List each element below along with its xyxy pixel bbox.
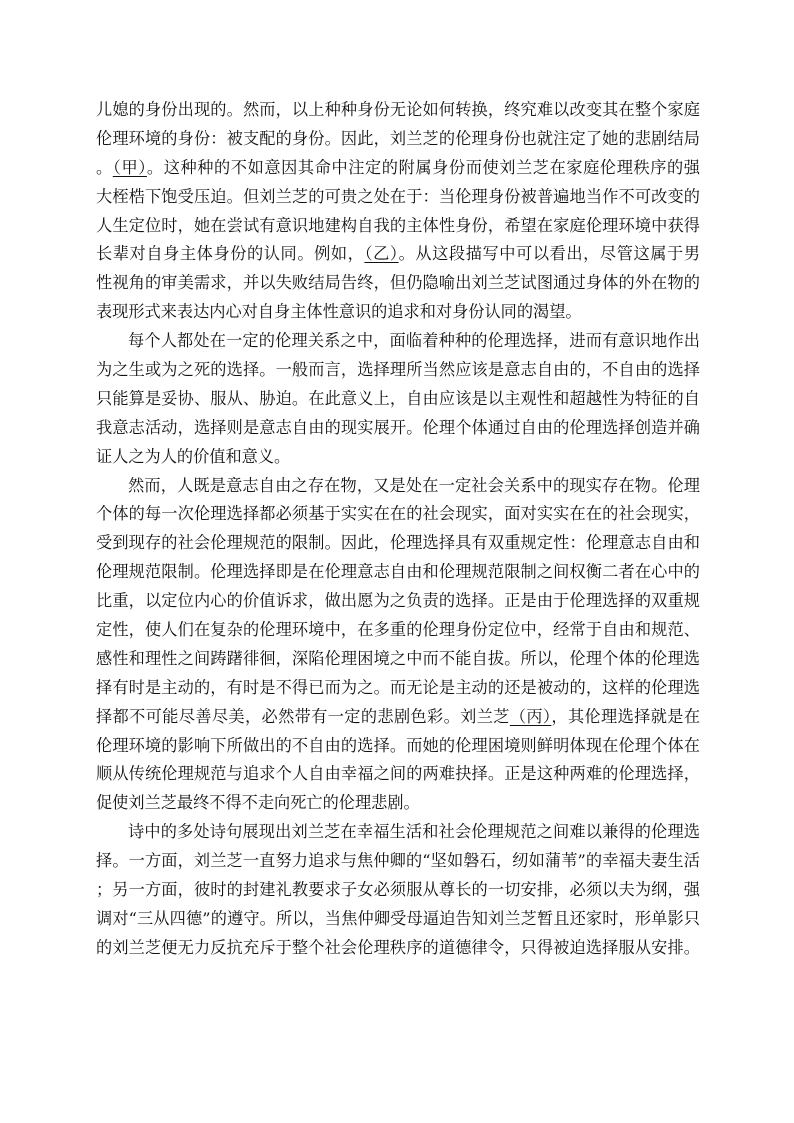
text-line	[96, 847, 700, 876]
text-line	[96, 674, 700, 703]
text-segment: 。	[96, 157, 113, 177]
text-line	[96, 125, 700, 154]
text-line	[96, 212, 700, 241]
paragraph	[96, 327, 700, 471]
text-segment: 受到现存的社会伦理规范的限制。因此，伦理选择具有双重规定性：伦理意志自由和	[96, 533, 700, 553]
text-segment: 的刘兰芝便无力反抗充斥于整个社会伦理秩序的道德律令，只得被迫选择服从安排。	[96, 937, 700, 957]
text-segment: 诗中的多处诗句展现出刘兰芝在幸福生活和社会伦理规范之间难以兼得的伦理选	[128, 822, 700, 842]
text-line	[96, 269, 700, 298]
paragraph	[96, 96, 700, 327]
text-segment: 顺从传统伦理规范与追求个人自由幸福之间的两难抉择。正是这种两难的伦理选择，	[96, 764, 700, 784]
fill-in-blank: （甲）	[112, 157, 147, 177]
text-segment: 伦理环境的影响下所做出的不自由的选择。而她的伦理困境则鲜明体现在伦理个体在	[96, 735, 700, 755]
text-line	[96, 703, 700, 732]
text-line	[96, 587, 700, 616]
text-segment: 感性和理性之间踌躇徘徊，深陷伦理困境之中而不能自拔。所以，伦理个体的伦理选	[96, 648, 700, 668]
text-line	[96, 183, 700, 212]
text-segment: 伦理环境的身份：被支配的身份。因此，刘兰芝的伦理身份也就注定了她的悲剧结局	[96, 128, 700, 148]
text-line	[96, 385, 700, 414]
text-line	[96, 356, 700, 385]
text-segment: 大桎梏下饱受压迫。但刘兰芝的可贵之处在于：当伦理身份被普遍地当作不可改变的	[96, 186, 700, 206]
text-line	[96, 905, 700, 934]
text-line	[96, 240, 700, 269]
text-line	[96, 732, 700, 761]
text-segment: 促使刘兰芝最终不得不走向死亡的伦理悲剧。	[96, 793, 420, 813]
text-segment: 儿媳的身份出现的。然而，以上种种身份无论如何转换，终究难以改变其在整个家庭	[96, 100, 700, 119]
text-segment: 择都不可能尽善尽美，必然带有一定的悲剧色彩。刘兰芝	[96, 706, 510, 726]
text-segment: 调对“三从四德”的遵守。所以，当焦仲卿受母逼迫告知刘兰芝暂且还家时，形单影只	[96, 908, 700, 928]
text-segment: 择有时是主动的，有时是不得已而为之。而无论是主动的还是被动的，这样的伦理选	[96, 677, 700, 697]
text-segment: 只能算是妥协、服从、胁迫。在此意义上，自由应该是以主观性和超越性为特征的自	[96, 388, 700, 408]
text-line	[96, 414, 700, 443]
text-segment: 每个人都处在一定的伦理关系之中，面临着种种的伦理选择，进而有意识地作出	[128, 331, 700, 351]
text-line	[96, 154, 700, 183]
text-segment: 为之生或为之死的选择。一般而言，选择理所当然应该是意志自由的，不自由的选择	[96, 360, 700, 380]
text-segment: 表现形式来表达内心对自身主体性意识的追求和对身份认同的渴望。	[96, 302, 582, 322]
text-segment: 比重，以定位内心的价值诉求，做出愿为之负责的选择。正是由于伦理选择的双重规	[96, 591, 700, 611]
text-segment: 个体的每一次伦理选择都必须基于实实在在的社会现实，面对实实在在的社会现实，	[96, 504, 700, 524]
text-line	[96, 876, 700, 905]
text-segment: 长辈对自身主体身份的认同。例如，	[96, 244, 365, 264]
text-segment: 择。一方面，刘兰芝一直努力追求与焦仲卿的“坚如磐石，纫如蒲苇”的幸福夫妻生活	[96, 851, 700, 871]
text-line	[96, 298, 700, 327]
text-segment: 定性，使人们在复杂的伦理环境中，在多重的伦理身份定位中，经常于自由和规范、	[96, 620, 700, 640]
text-segment: 我意志活动，选择则是意志自由的现实展开。伦理个体通过自由的伦理选择创造并确	[96, 417, 700, 437]
text-line	[96, 472, 700, 501]
text-segment: 。这种种的不如意因其命中注定的附属身份而使刘兰芝在家庭伦理秩序的强	[146, 157, 700, 177]
text-line	[96, 789, 700, 818]
text-segment: ，其伦理选择就是在	[551, 706, 700, 726]
text-segment: 然而，人既是意志自由之存在物，又是处在一定社会关系中的现实存在物。伦理	[128, 475, 700, 495]
text-line	[96, 96, 700, 125]
paragraph	[96, 818, 700, 962]
text-line	[96, 443, 700, 472]
text-line	[96, 760, 700, 789]
text-line	[96, 327, 700, 356]
text-line	[96, 616, 700, 645]
text-segment: 性视角的审美需求，并以失败结局告终，但仍隐喻出刘兰芝试图通过身体的外在物的	[96, 273, 700, 293]
text-line	[96, 934, 700, 963]
text-line	[96, 818, 700, 847]
text-line	[96, 558, 700, 587]
text-segment: ；另一方面，彼时的封建礼教要求子女必须服从尊长的一切安排，必须以夫为纲，强	[96, 880, 700, 900]
fill-in-blank: （丙）	[509, 706, 552, 726]
text-line	[96, 500, 700, 529]
fill-in-blank: （乙）	[364, 244, 399, 264]
text-segment: 人生定位时，她在尝试有意识地建构自我的主体性身份，希望在家庭伦理环境中获得	[96, 215, 700, 235]
paragraph	[96, 472, 700, 819]
document-body	[96, 96, 700, 963]
text-segment: 。从这段描写中可以看出，尽管这属于男	[398, 244, 700, 264]
text-line	[96, 645, 700, 674]
text-segment: 证人之为人的价值和意义。	[96, 446, 291, 466]
text-segment: 伦理规范限制。伦理选择即是在伦理意志自由和伦理规范限制之间权衡二者在心中的	[96, 562, 700, 582]
text-line	[96, 529, 700, 558]
